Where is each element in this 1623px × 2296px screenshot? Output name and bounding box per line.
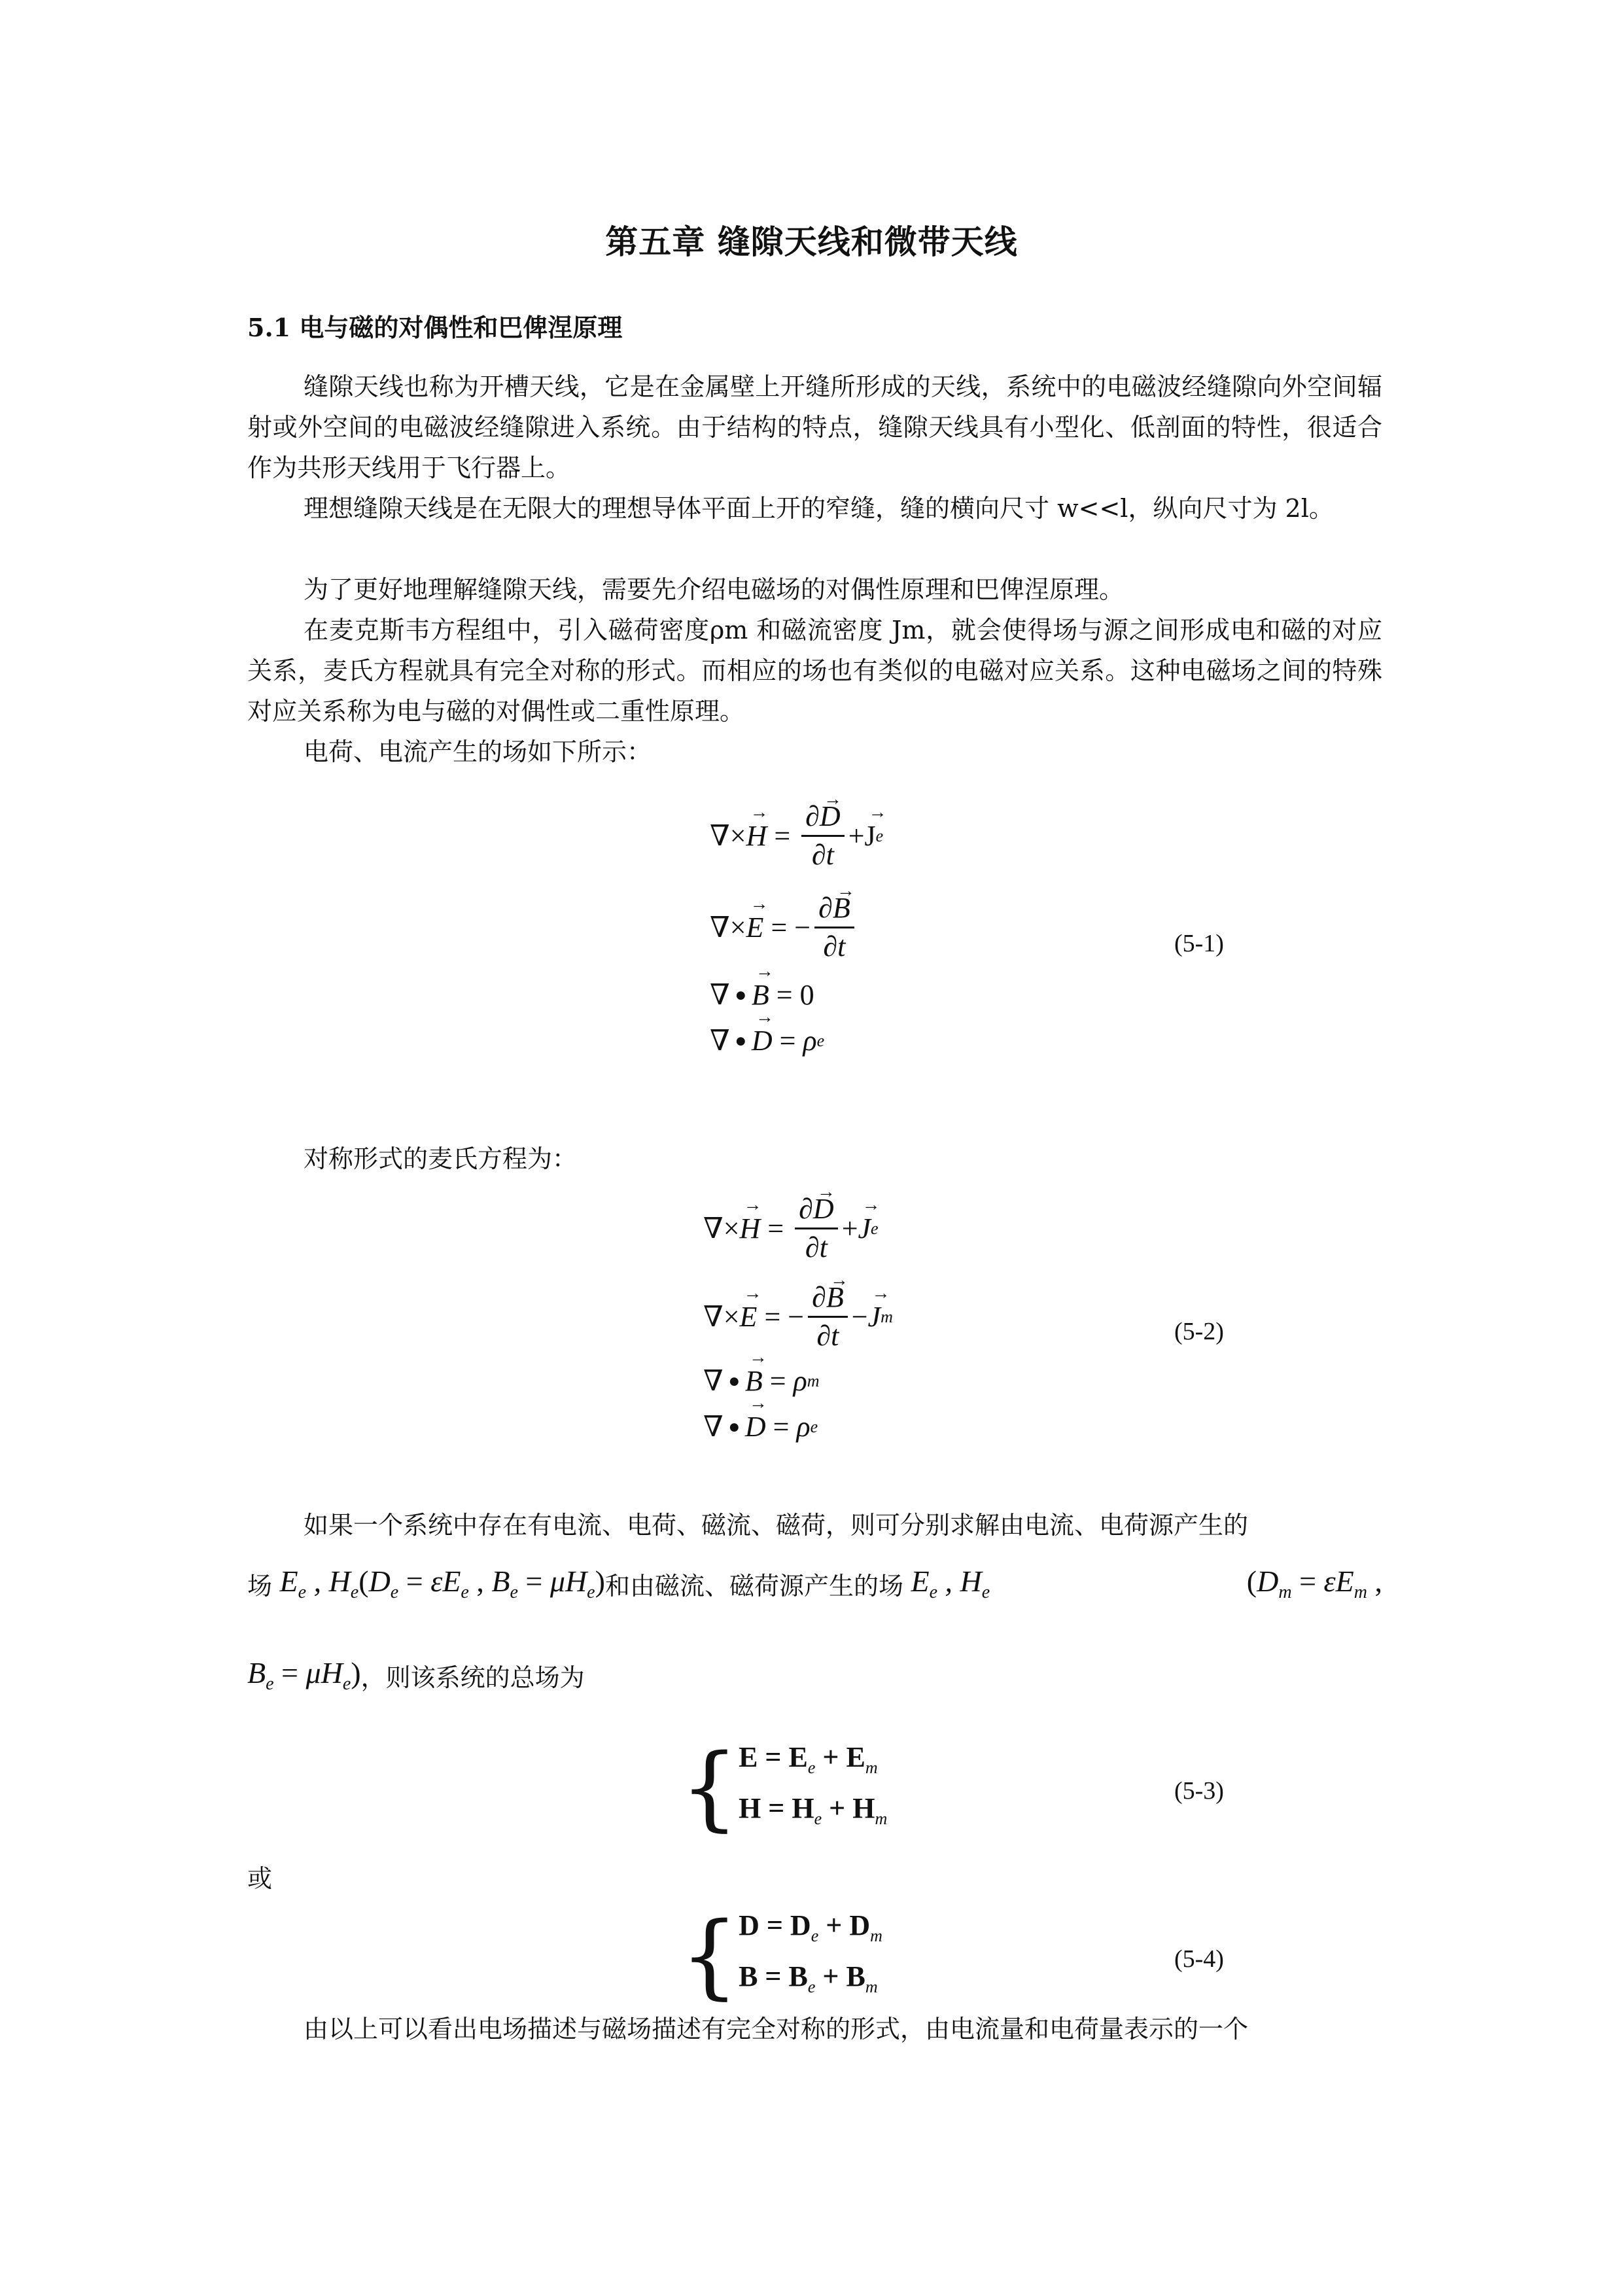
eq-total-d: $D = D_e + D_m$: [739, 1909, 882, 1945]
equation-number-5-3: (5-3): [1174, 1777, 1224, 1805]
equation-set-5-2: [703, 1191, 1161, 1492]
equation-5-3: [680, 1734, 888, 1841]
eq-curl-e: ∇× → E = − $\frac{\partial\to B}{\partial t}$: [710, 890, 858, 965]
equation-number-5-4: (5-4): [1174, 1945, 1224, 1973]
text-field-prefix: 场: [247, 1571, 273, 1600]
section-title: 5.1 电与磁的对偶性和巴俾涅原理: [247, 313, 623, 342]
eq-total-b: $B = B_e + B_m$: [739, 1960, 878, 1996]
paragraph-superposition: 如果一个系统中存在有电流、电荷、磁流、磁荷，则可分别求解由电流、电荷源产生的: [304, 1511, 1249, 1540]
math-electric-fields: $E_e$ , $H_e$: [272, 1564, 359, 1603]
eq-curl-h: ∇× → H = $\frac{\partial\to D}{\partial t}$ + → J e: [710, 798, 883, 874]
eq-sym-curl-e: ∇× → E = − $\frac{\partial\to B}{\partial t}$ − → J m: [703, 1279, 893, 1354]
equation-number-5-1: (5-1): [1174, 930, 1224, 957]
paragraph-symmetric-intro: 对称形式的麦氏方程为：: [304, 1144, 578, 1173]
eq-sym-curl-h: ∇× → H = $\frac{\partial\to D}{\partial t}$ + → J e: [703, 1191, 879, 1266]
paragraph-maxwell: 在麦克斯韦方程组中，引入磁荷密度ρm 和磁流密度 Jm，就会使得场与源之间形成电和磁的对应关系，麦氏方程就具有完全对称的形式。而相应的场也有类似的电磁对应关系。这种电磁场之间的特殊对应关系称为电与磁的对偶性或二重性原理。: [247, 616, 1382, 726]
math-electric-relations: ($D_e = \varepsilon E_e$ , $B_e = \mu H_e$): [358, 1564, 605, 1603]
eq-div-d: ∇ ● → D = ρ e: [710, 1024, 824, 1057]
paragraph-conclusion: 由以上可以看出电场描述与磁场描述有完全对称的形式，由电流量和电荷量表示的一个: [304, 2015, 1249, 2043]
math-magnetic-relations: ($D_m = \varepsilon E_m$ ,: [1246, 1564, 1382, 1603]
eq-total-e: $E = E_e + E_m$: [739, 1741, 878, 1777]
text-or: 或: [247, 1864, 273, 1893]
line-field-definitions-cont: [247, 1655, 585, 1695]
equation-number-5-2: (5-2): [1174, 1318, 1224, 1345]
eq-sym-div-d: ∇ ● → D = ρ e: [703, 1410, 818, 1443]
eq-div-b: ∇ ● → B = 0: [710, 978, 814, 1012]
paragraph-intro: 缝隙天线也称为开槽天线，它是在金属壁上开缝所形成的天线，系统中的电磁波经缝隙向外空间辐射或外空间的电磁波经缝隙进入系统。由于结构的特点，缝隙天线具有小型化、低剖面的特性，很适合作为共形天线用于飞行器上。: [247, 372, 1382, 482]
text-magnetic-source: 和由磁流、磁荷源产生的场: [604, 1571, 903, 1600]
equation-set-5-1: [710, 798, 1168, 1099]
chapter-title: 第五章 缝隙天线和微带天线: [605, 222, 1018, 261]
eq-sym-div-b: ∇ ● → B = ρ m: [703, 1364, 819, 1398]
line-field-definitions: [247, 1564, 1382, 1603]
paragraph-fields-intro: 电荷、电流产生的场如下所示：: [304, 737, 652, 766]
paragraph-duality-intro: 为了更好地理解缝隙天线，需要先介绍电磁场的对偶性原理和巴俾涅原理。: [304, 575, 1125, 604]
eq-total-h: $H = H_e + H_m$: [739, 1792, 888, 1828]
math-magnetic-relations-cont: $B_e = \mu H_e$): [247, 1656, 361, 1695]
math-magnetic-fields: $E_e$ , $H_e$: [903, 1564, 990, 1603]
brace-5-3: {: [680, 1734, 739, 1841]
brace-5-4: {: [680, 1902, 739, 2009]
paragraph-ideal-slot: 理想缝隙天线是在无限大的理想导体平面上开的窄缝，缝的横向尺寸 w<<l，纵向尺寸为 2l。: [304, 494, 1334, 523]
equation-5-4: [680, 1902, 882, 2009]
text-total-field: ，则该系统的总场为: [360, 1663, 585, 1692]
